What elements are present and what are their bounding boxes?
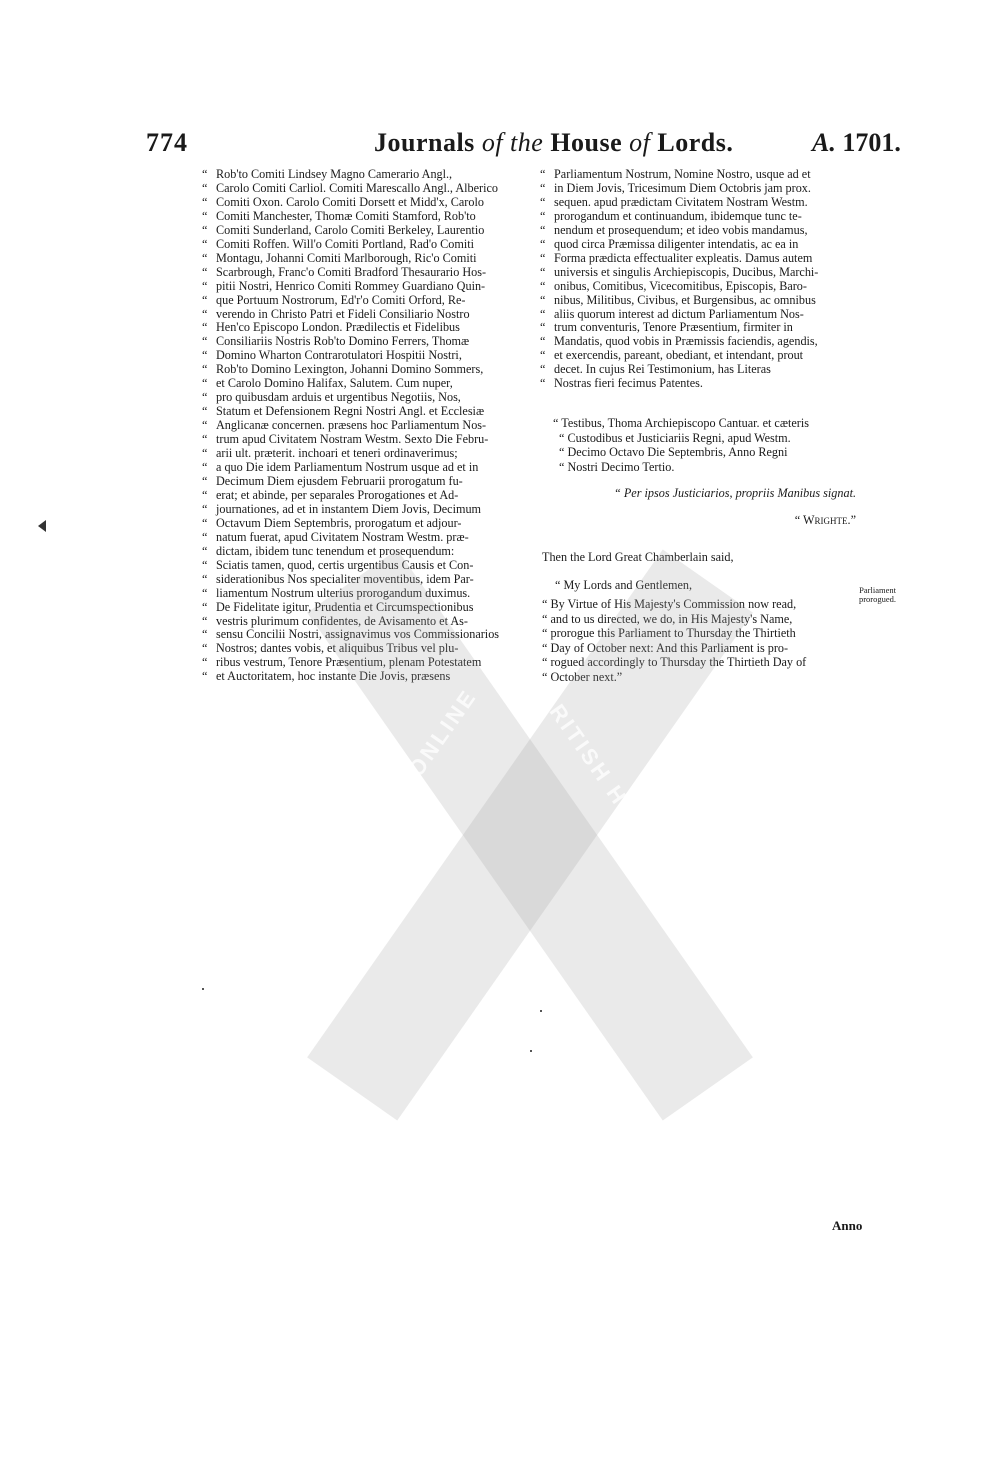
text-line: “ By Virtue of His Majesty's Commission now read, [542,597,797,611]
text-line: “ universis et singulis Archiepiscopis, Ducibus, Marchi- [540,264,819,279]
speck [540,1010,542,1012]
address-line: “ My Lords and Gentlemen, [555,578,693,592]
text-line: “ Rob'to Comiti Lindsey Magno Camerario Angl., [202,167,453,181]
title-word: Lords. [657,128,734,157]
year [812,128,901,158]
page-nav-arrow-icon[interactable] [38,520,46,532]
text-line: “ and to us directed, we do, in His Majesty's Name, [542,611,793,626]
text-line: “ De Fidelitate igitur, Prudentia et Circumspectionibus [202,599,474,614]
text-line: “ Mandatis, quod vobis in Præmissis faciendis, agendis, [540,334,818,349]
text-line: “ Nostros; dantes vobis, et aliquibus Tribus vel plu- [202,641,459,656]
text-line: “ natum fuerat, apud Civitatem Nostram Westm. præ- [202,529,469,544]
text-line: “ nibus, Militibus, Civibus, et Burgensibus, ac omnibus [540,292,816,307]
text-line: “ quod circa Præmissa diligenter intendatis, ac ea in [540,236,799,251]
text-line: “ Parliamentum Nostrum, Nomine Nostro, usque ad et [540,167,811,181]
text-line: “ Comiti Sunderland, Carolo Comiti Berkeley, Laurentio [202,222,485,237]
signature: “ Wrighte.” [794,513,856,527]
text-line: “ trum apud Civitatem Nostram Westm. Sexto Die Febru- [202,432,489,447]
running-title [374,128,733,158]
text-line: “ prorogandum et continuandum, ibidemque tunc te- [540,208,802,223]
text-line: “ dictam, ibidem tunc tenendum et prosequendum: [202,543,455,558]
teste-clause [553,416,853,474]
text-line: “ Anglicanæ concernen. præsens hoc Parliamentum Nos- [202,418,487,433]
text-line: “ decet. In cujus Rei Testimonium, has Literas [540,362,771,377]
text-line: “ arii ult. præterit. inchoari et teneri ordinaverimus; [202,446,458,461]
per-ipsos-line: “ Per ipsos Justiciarios, propriis Manibus signat. [614,486,856,500]
text-line: “ ribus vestrum, Tenore Præsentium, plenam Potestatem [202,655,482,670]
text-line: “ rogued accordingly to Thursday the Thirtieth Day of [542,655,807,669]
text-line: “ Rob'to Domino Lexington, Johanni Domino Sommers, [202,362,484,377]
text-line: “ Comiti Manchester, Thomæ Comiti Stamford, Rob'to [202,208,476,223]
text-line: “ Forma prædicta effectualiter expleatis. Damus autem [540,250,813,265]
speck [202,988,204,990]
text-line: “ aliis quorum interest ad dictum Parliamentum Nos- [540,306,804,321]
title-word: Journals [374,128,475,157]
right-column [540,168,856,391]
text-line: “ Hen'co Episcopo London. Prædilectis et Fidelibus [202,320,460,335]
text-line: “ et exercendis, pareant, obediant, et intendant, prout [540,348,804,363]
year-prefix: A. [812,128,836,157]
text-line: “ Nostri Decimo Tertio. [559,459,675,474]
text-line: “ Testibus, Thoma Archiepiscopo Cantuar. et cæteris [553,416,809,430]
text-line: “ Sciatis tamen, quod, certis urgentibus Causis et Con- [202,557,474,572]
watermark-text: BRITISH HISTORY ONLINE [263,684,482,982]
text-line: “ nendum et prosequendum; et ideo vobis mandamus, [540,222,808,237]
text-line: “ Nostras fieri fecimus Patentes. [540,376,703,391]
margin-note-line: prorogued. [858,594,896,604]
year-value: 1701. [842,128,901,157]
text-line: “ Comiti Roffen. Will'o Comiti Portland, Rad'o Comiti [202,236,475,251]
text-line: “ pro quibusdam arduis et urgentibus Negotiis, Nos, [202,390,461,405]
text-line: “ Domino Wharton Contrarotulatori Hospitii Nostri, [202,348,462,363]
title-word: of [481,128,504,157]
text-line: “ journationes, ad et in instantem Diem Jovis, Decimum [202,501,482,516]
text-line: “ et Carolo Domino Halifax, Salutem. Cum nuper, [202,376,453,391]
page-number: 774 [146,128,188,157]
title-word: of [629,128,651,157]
text-line: “ liamentum Nostrum ulterius prorogandum duximus. [202,585,471,600]
text-line: “ in Diem Jovis, Tricesimum Diem Octobris jam prox. [540,180,811,195]
text-line: “ erat; et abinde, per separales Prorogationes et Ad- [202,487,459,502]
title-word: House [550,128,623,157]
text-line: “ Scarbrough, Franc'o Comiti Bradford Thesaurario Hos- [202,264,487,279]
text-line: “ Montagu, Johanni Comiti Marlborough, Ric'o Comiti [202,250,477,265]
text-line: “ prorogue this Parliament to Thursday the Thirtieth [542,626,796,640]
watermark-text: BRITISH HISTORY ONLINE [533,684,753,982]
text-line: “ verendo in Christo Patri et Fideli Consiliario Nostro [202,306,470,321]
text-line: “ onibus, Comitibus, Vicecomitibus, Episcopis, Baro- [540,278,807,293]
margin-note [836,586,896,604]
narrative-line: Then the Lord Great Chamberlain said, [542,550,734,564]
text-line: “ siderationibus Nos specialiter moventibus, idem Par- [202,571,474,586]
text-line: “ Octavum Diem Septembris, prorogatum et adjour- [202,515,462,530]
text-line: “ vestris plurimum confidentes, de Avisamento et As- [202,613,468,628]
text-line: “ Custodibus et Justiciariis Regni, apud Westm. [559,430,791,445]
text-line: “ que Portuum Nostrorum, Ed'r'o Comiti Orford, Re- [202,292,466,307]
text-line: “ pitii Nostri, Henrico Comiti Rommey Guardiano Quin- [202,278,486,293]
margin-note-line: Parliament [859,585,896,595]
text-line: “ Consiliariis Nostris Rob'to Domino Ferrers, Thomæ [202,334,470,349]
text-line: “ Comiti Oxon. Carolo Comiti Dorsett et Midd'x, Carolo [202,194,484,209]
text-line: “ Day of October next: And this Parliament is pro- [542,640,789,655]
text-line: “ Decimo Octavo Die Septembris, Anno Regni [559,445,788,459]
text-line: “ Statum et Defensionem Regni Nostri Angl. et Ecclesiæ [202,404,485,419]
text-line: “ Decimum Diem ejusdem Februarii prorogatum fu- [202,473,463,488]
text-line: “ sensu Concilii Nostri, assignavimus vos Commissionarios [202,627,500,642]
text-line: “ sequen. apud prædictam Civitatem Nostram Westm. [540,194,808,209]
text-line: “ et Auctoritatem, hoc instante Die Jovis, præsens [202,669,451,684]
speck [530,1050,532,1052]
running-header [0,128,992,164]
text-line: “ October next.” [542,669,623,684]
text-line: “ trum conventuris, Tenore Præsentium, firmiter in [540,320,793,335]
catchword: Anno [832,1218,863,1233]
text-line: “ Carolo Comiti Carliol. Comiti Marescallo Angl., Alberico [202,180,498,195]
text-line: “ a quo Die idem Parliamentum Nostrum usque ad et in [202,460,479,475]
title-word: the [510,128,544,157]
